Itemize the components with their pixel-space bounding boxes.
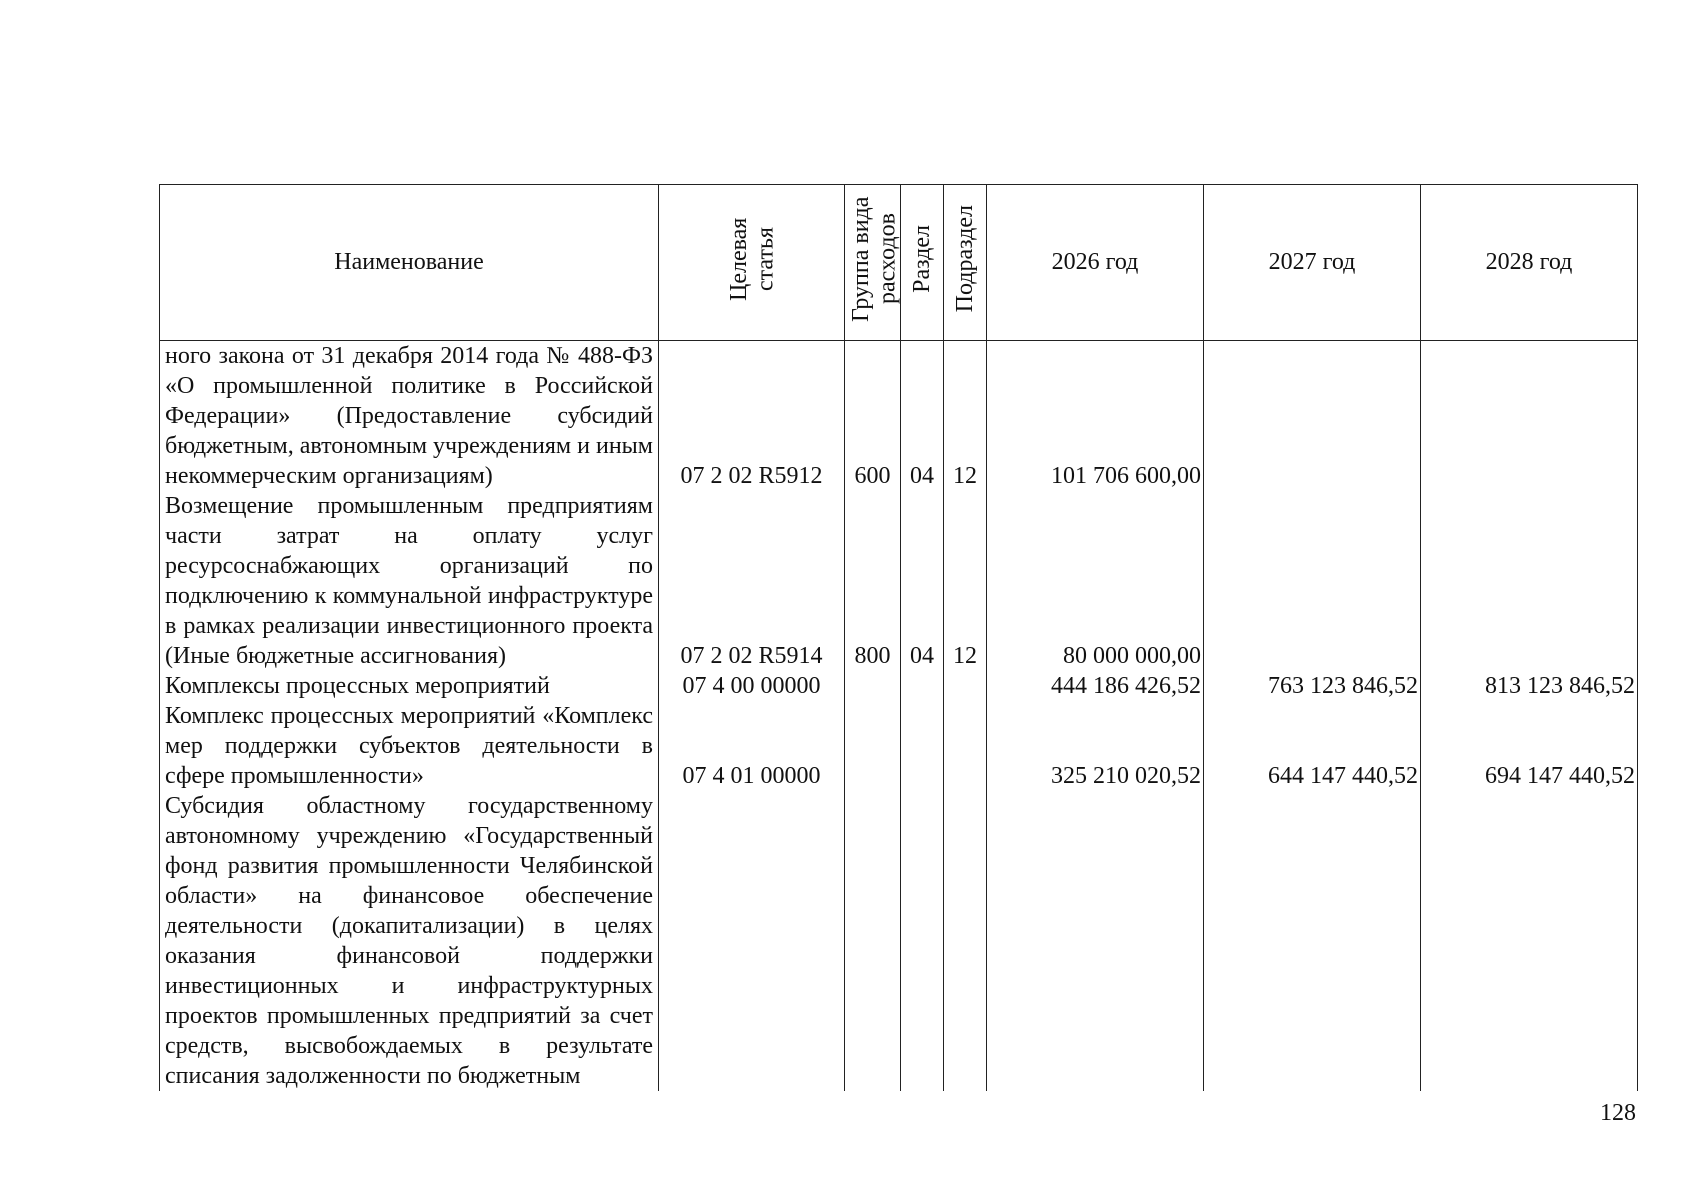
row-2028 <box>1421 341 1638 492</box>
row-subsection <box>944 791 987 1091</box>
row-2026 <box>987 791 1204 1091</box>
row-2028 <box>1421 791 1638 1091</box>
row-expense-group: 600 <box>845 341 901 492</box>
row-2027 <box>1204 491 1421 671</box>
header-2026: 2026 год <box>987 185 1204 341</box>
row-section: 04 <box>901 341 944 492</box>
row-2028 <box>1421 491 1638 671</box>
row-2028: 813 123 846,52 <box>1421 671 1638 701</box>
header-target-article <box>659 185 845 341</box>
page-number: 128 <box>1600 1100 1636 1126</box>
row-name: Субсидия областному государственному автономному учреждению «Государственный фонд развития промышленности Челябинской области» на финансовое обеспечение деятельности (докапитализации) в целях оказания финансовой поддержки инвестиционных и инфраструктурных проектов промышленных предприятий за счет средств, высвобождаемых в результате списания задолженности по бюджетным <box>160 791 659 1091</box>
row-expense-group <box>845 671 901 701</box>
row-subsection <box>944 701 987 791</box>
row-target-article: 07 2 02 R5914 <box>659 491 845 671</box>
row-name: Комплексы процессных мероприятий <box>160 671 659 701</box>
header-expense-group <box>845 185 901 341</box>
row-2027 <box>1204 341 1421 492</box>
table-row <box>160 671 1638 701</box>
row-subsection: 12 <box>944 491 987 671</box>
row-target-article: 07 4 01 00000 <box>659 701 845 791</box>
row-section <box>901 791 944 1091</box>
row-name: Возмещение промышленным предприятиям части затрат на оплату услуг ресурсоснабжающих организаций по подключению к коммунальной инфраструктуре в рамках реализации инвестиционного проекта (Иные бюджетные ассигнования) <box>160 491 659 671</box>
header-section-label: Раздел <box>908 225 935 293</box>
table-row <box>160 341 1638 492</box>
header-section <box>901 185 944 341</box>
table-row <box>160 491 1638 671</box>
header-target-article-label: Целевая статья <box>725 217 778 301</box>
row-subsection <box>944 671 987 701</box>
table-row <box>160 701 1638 791</box>
row-2026: 325 210 020,52 <box>987 701 1204 791</box>
row-2027: 644 147 440,52 <box>1204 701 1421 791</box>
row-name: ного закона от 31 декабря 2014 года № 488-ФЗ «О промышленной политике в Российской Федерации» (Предоставление субсидий бюджетным, автономным учреждениям и иным некоммерческим организациям) <box>160 341 659 492</box>
row-expense-group: 800 <box>845 491 901 671</box>
table-header-row <box>160 185 1638 341</box>
budget-table <box>159 184 1638 1091</box>
row-2026: 80 000 000,00 <box>987 491 1204 671</box>
row-2027 <box>1204 791 1421 1091</box>
row-section <box>901 671 944 701</box>
table-row <box>160 791 1638 1091</box>
header-subsection <box>944 185 987 341</box>
row-expense-group <box>845 791 901 1091</box>
row-2027: 763 123 846,52 <box>1204 671 1421 701</box>
row-section <box>901 701 944 791</box>
row-section: 04 <box>901 491 944 671</box>
row-2026: 101 706 600,00 <box>987 341 1204 492</box>
row-2028: 694 147 440,52 <box>1421 701 1638 791</box>
row-target-article: 07 2 02 R5912 <box>659 341 845 492</box>
row-expense-group <box>845 701 901 791</box>
row-subsection: 12 <box>944 341 987 492</box>
header-subsection-label: Подраздел <box>951 205 978 313</box>
header-2028: 2028 год <box>1421 185 1638 341</box>
row-target-article: 07 4 00 00000 <box>659 671 845 701</box>
header-2027: 2027 год <box>1204 185 1421 341</box>
header-name: Наименование <box>160 185 659 341</box>
row-name: Комплекс процессных мероприятий «Комплекс мер поддержки субъектов деятельности в сфере промышленности» <box>160 701 659 791</box>
header-expense-group-label: Группа вида расходов <box>847 196 900 322</box>
row-2026: 444 186 426,52 <box>987 671 1204 701</box>
row-target-article <box>659 791 845 1091</box>
